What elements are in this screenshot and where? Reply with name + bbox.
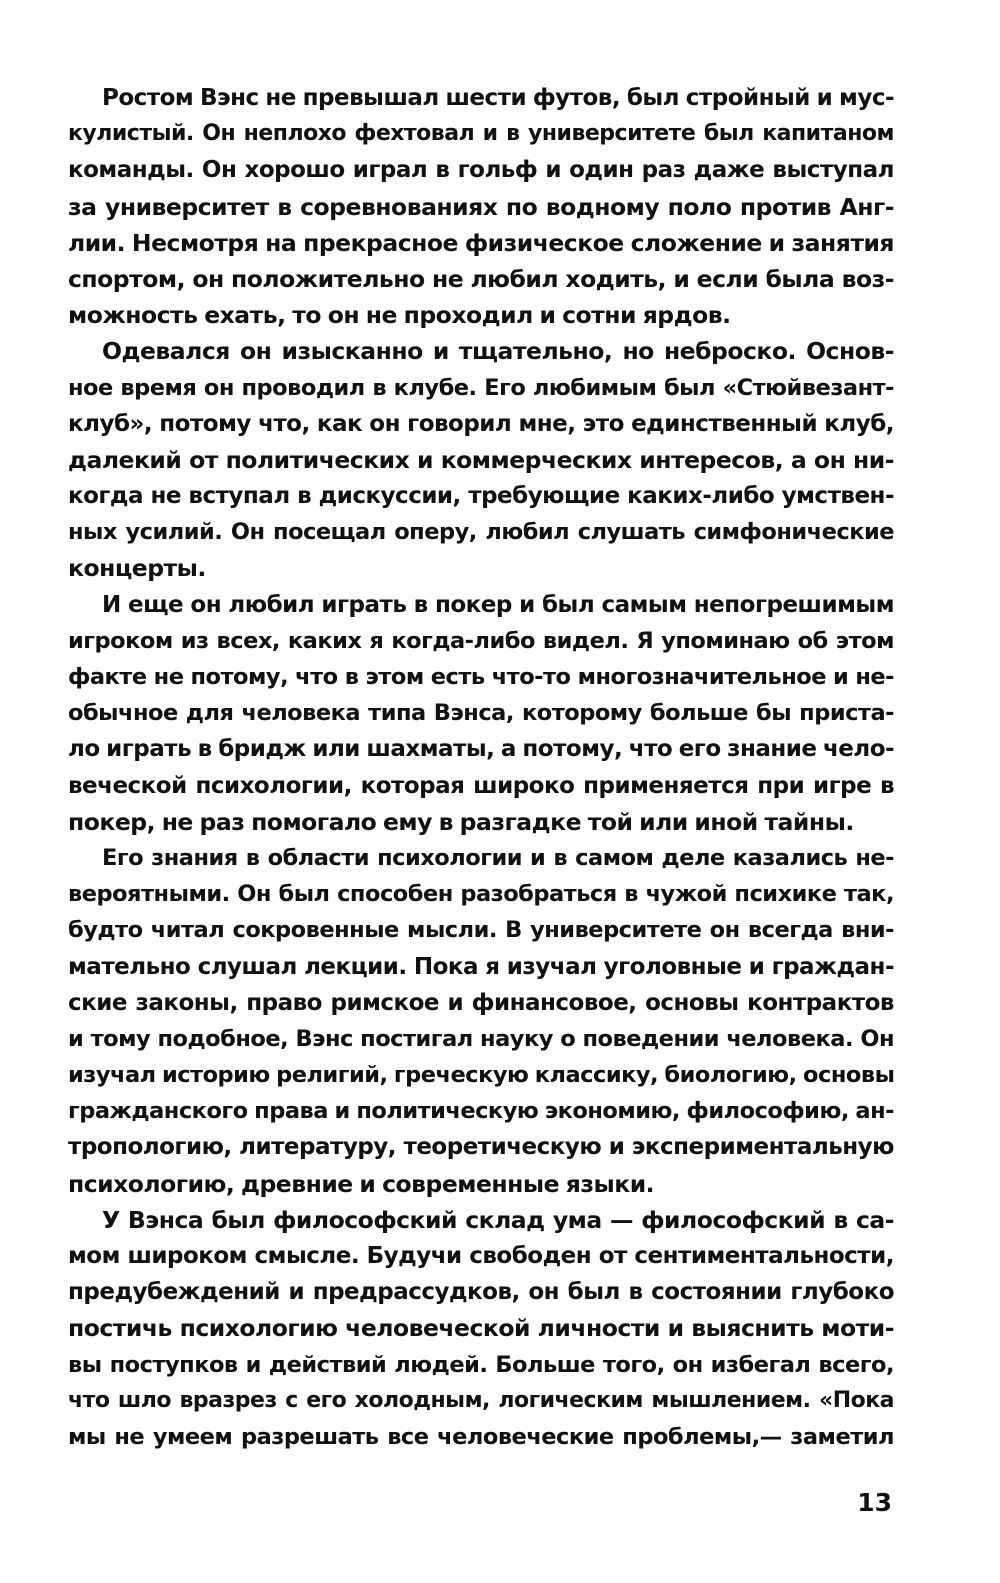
paragraph-3-line-2: игроком из всех, каких я когда-либо видел. Я упоминаю об этом	[68, 627, 894, 654]
paragraph-3-line-6: веческой психологии, которая широко применяется при игре в	[68, 772, 894, 799]
paragraph-1-line-1: Ростом Вэнс не превышал шести футов, был стройный и мус-	[102, 85, 894, 111]
paragraph-4-line-10: психологию, древние и современные языки.	[68, 1169, 655, 1198]
paragraph-4-line-4: мательно слушал лекции. Пока я изучал уголовные и граждан-	[68, 953, 894, 980]
paragraph-2-line-3: клуб», потому что, как он говорил мне, это единственный клуб,	[68, 410, 894, 437]
paragraph-4-line-5: ские законы, право римское и финансовое, основы контрактов	[68, 989, 894, 1016]
paragraph-1-line-7: можность ехать, то он не проходил и сотни ярдов.	[68, 301, 731, 330]
paragraph-5-line-5: вы поступков и действий людей. Больше того, он избегал всего,	[68, 1351, 894, 1378]
paragraph-1-line-6: спортом, он положительно не любил ходить, и если была воз-	[68, 264, 894, 293]
paragraph-2-line-5: когда не вступал в дискуссии, требующие каких-либо умствен-	[68, 483, 894, 510]
paragraph-1-line-5: лии. Несмотря на прекрасное физическое сложение и занятия	[68, 228, 894, 257]
page-number: 13	[857, 1488, 892, 1517]
paragraph-4-line-7: изучал историю религий, греческую классику, биологию, основы	[68, 1062, 895, 1089]
paragraph-5-line-2: мом широком смысле. Будучи свободен от сентиментальности,	[68, 1243, 894, 1269]
paragraph-2-line-2: ное время он проводил в клубе. Его любимым был «Стюйвезант-	[68, 374, 894, 401]
paragraph-5-line-6: что шло вразрез с его холодным, логическим мышлением. «Пока	[68, 1387, 894, 1413]
paragraph-3-line-7: покер, не раз помогало ему в разгадке той или иной тайны.	[68, 807, 854, 836]
paragraph-2-line-6: ных усилий. Он посещал оперу, любил слушать симфонические	[68, 519, 894, 546]
paragraph-4-line-1: Его знания в области психологии и в самом деле казались не-	[102, 844, 894, 871]
paragraph-1-line-2: кулистый. Он неплохо фехтовал и в университете был капитаном	[68, 121, 894, 147]
paragraph-4-line-6: и тому подобное, Вэнс постигал науку о поведении человека. Он	[68, 1025, 894, 1052]
paragraph-3-line-4: обычное для человека типа Вэнса, которому больше бы приста-	[68, 700, 894, 727]
paragraph-4-line-2: вероятными. Он был способен разобраться в чужой психике так,	[68, 881, 894, 908]
paragraph-2-line-4: далекий от политических и коммерческих интересов, а он ни-	[68, 445, 894, 474]
paragraph-5-line-4: постичь психологию человеческой личности и выяснить моти-	[68, 1314, 894, 1343]
paragraph-1-line-4: за университет в соревнованиях по водному поло против Анг-	[68, 192, 894, 221]
body-text	[68, 80, 894, 1455]
paragraph-2-line-7: концерты.	[68, 554, 206, 583]
paragraph-3-line-1: И еще он любил играть в покер и был самым непогрешимым	[102, 591, 894, 618]
paragraph-4-line-3: будто читал сокровенные мысли. В университете он всегда вни-	[68, 917, 894, 944]
paragraph-4-line-9: тропологию, литературу, теоретическую и экспериментальную	[68, 1134, 894, 1161]
paragraph-2-line-1: Одевался он изысканно и тщательно, но неброско. Основ-	[102, 337, 894, 366]
paragraph-5-line-1: У Вэнса был философский склад ума — философский в са-	[102, 1205, 894, 1234]
paragraph-3-line-5: ло играть в бридж или шахматы, а потому, что его знание чело-	[68, 736, 895, 763]
paragraph-1-line-3: команды. Он хорошо играл в гольф и один раз даже выступал	[68, 157, 894, 184]
paragraph-5-line-3: предубеждений и предрассудков, он был в состоянии глубоко	[68, 1279, 894, 1306]
paragraph-3-line-3: факте не потому, что в этом есть что-то многозначительное и не-	[68, 664, 894, 690]
paragraph-4-line-8: гражданского права и политическую экономию, философию, ан-	[68, 1098, 894, 1125]
paragraph-5-line-7: мы не умеем разрешать все человеческие проблемы,— заметил	[68, 1423, 894, 1450]
